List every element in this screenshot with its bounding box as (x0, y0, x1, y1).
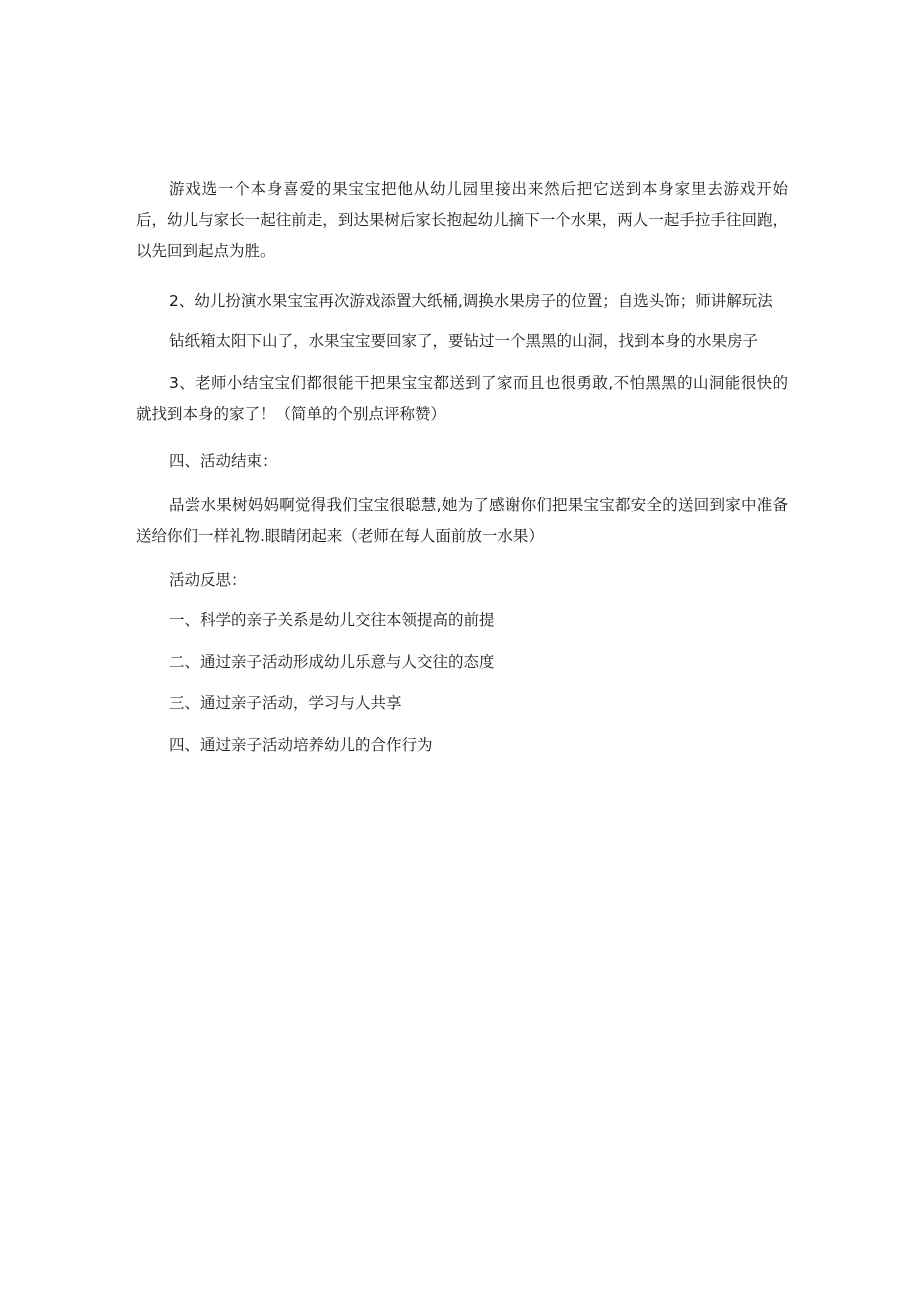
reflection-item-4: 四、通过亲子活动培养幼儿的合作行为 (169, 736, 433, 754)
reflection-item-1: 一、科学的亲子关系是幼儿交往本领提高的前提 (169, 611, 495, 629)
section-heading-activity-end: 四、活动结束： (169, 452, 278, 470)
paragraph-step-2: 2、幼儿扮演水果宝宝再次游戏添置大纸桶,调换水果房子的位置；自选头饰；师讲解玩法 (169, 292, 773, 310)
paragraph-game-rules: 游戏选一个本身喜爱的果宝宝把他从幼儿园里接出来然后把它送到本身家里去游戏开始后，幼儿与家长一起往前走，到达果树后家长抱起幼儿摘下一个水果，两人一起手拉手往回跑，以先回到起点为胜。 (136, 180, 788, 260)
section-heading-reflection: 活动反思： (169, 571, 247, 589)
reflection-item-2: 二、通过亲子活动形成幼儿乐意与人交往的态度 (169, 653, 495, 671)
paragraph-step-3: 3、老师小结宝宝们都很能干把果宝宝都送到了家而且也很勇敢,不怕黑黑的山洞能很快的就找到本身的家了！（简单的个别点评称赞） (136, 374, 788, 423)
reflection-item-3: 三、通过亲子活动，学习与人共享 (169, 694, 402, 712)
paragraph-taste-fruit: 品尝水果树妈妈啊觉得我们宝宝很聪慧,她为了感谢你们把果宝宝都安全的送回到家中准备送给你们一样礼物.眼睛闭起来（老师在每人面前放一水果） (136, 496, 788, 545)
paragraph-crawl-box: 钻纸箱太阳下山了，水果宝宝要回家了，要钻过一个黑黑的山洞，找到本身的水果房子 (169, 332, 759, 350)
